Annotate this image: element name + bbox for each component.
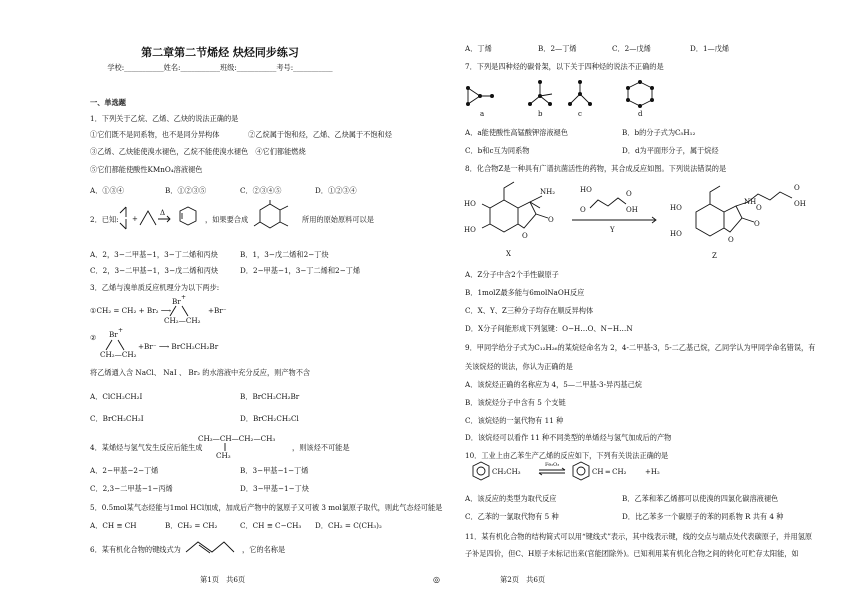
q2-diene-reaction-figure — [118, 205, 200, 233]
q4-stem: 4．某烯烃与氢气发生反应后能生成 — [90, 443, 203, 452]
z-acid-oh: OH — [794, 200, 806, 208]
q10-reaction-equation — [465, 462, 705, 486]
q8-stem: 8．化合物Z是一种具有广谱抗菌活性的药物，其合成反应如图。下列说法错误的是 — [465, 164, 727, 173]
q3-step2-label: ② — [90, 333, 97, 342]
skeleton-d-label: d — [638, 110, 643, 118]
q2-option-c[interactable]: C．2，3−二甲基−1，3−戊二烯和丙炔 — [90, 266, 219, 275]
q8-option-c[interactable]: C．X、Y、Z三种分子均存在顺反异构体 — [465, 306, 594, 315]
q8-option-b[interactable]: B．1molZ最多能与6molNaOH反应 — [465, 288, 585, 297]
footer-page-right: 第2页 共6页 — [500, 575, 546, 584]
q2-option-d[interactable]: D．2−甲基−1，3−丁二烯和2−丁烯 — [240, 266, 361, 275]
skeleton-a — [466, 86, 494, 106]
skeleton-a-label: a — [480, 110, 485, 118]
right-page — [440, 0, 860, 608]
q3-option-a[interactable]: A．ClCH₂CH₂I — [90, 392, 143, 401]
q3-step1-right: +Br⁻ — [208, 306, 227, 315]
q2-plus: + — [132, 215, 138, 223]
q6-option-b[interactable]: B．2—丁烯 — [538, 44, 577, 53]
q10-stem: 10．工业上由乙苯生产乙烯的反应如下，下列有关说法正确的是 — [465, 451, 669, 460]
q6-tail: ，它的名称是 — [242, 545, 286, 554]
q4-branch-bond — [222, 443, 228, 451]
y-o-2: O — [626, 190, 632, 198]
x-nh2: NH₂ — [540, 188, 556, 196]
q9-option-d[interactable]: D．该烷烃可以看作 11 种不同类型的单烯烃与氢气加成后的产物 — [465, 433, 672, 442]
q1-statement-2: ③乙烯、乙炔能使溴水褪色，乙烷不能使溴水褪色 ④它们都能燃烧 — [90, 147, 306, 156]
skeleton-b-label: b — [538, 110, 543, 118]
hydrogen-product: +H₂ — [645, 468, 660, 476]
q1-statement-3: ⑤它们都能使酸性KMnO₄溶液褪色 — [90, 165, 203, 174]
q3-step2-right: +Br⁻ ⟶ BrCH₂CH₂Br — [138, 342, 219, 351]
q5-option-b[interactable]: B．CH₂ = CH₂ — [165, 521, 218, 530]
student-info-line: 学校:___________姓名:___________班级:___________考号:___________ — [107, 63, 333, 72]
q6-stem: 6．某有机化合物的键线式为 — [90, 545, 181, 554]
z-amide-o: O — [756, 204, 762, 212]
q3-step2-ring: CH₂—CH₂ — [100, 350, 137, 359]
q8-option-a[interactable]: A．Z分子中含2个手性碳原子 — [465, 270, 559, 279]
x-label: X — [506, 250, 511, 258]
q11-stem-line-2: 子补足四价，但C、H原子未标记出来(官能团除外)。已知利用某有机化合物之间的转化可贮存太阳能，如 — [465, 549, 799, 558]
x-ho-2: HO — [464, 226, 476, 234]
q10-option-b[interactable]: B．乙苯和苯乙烯都可以使溴的四氯化碳溶液褪色 — [622, 494, 779, 503]
y-o-1: O — [580, 206, 586, 214]
q3-step1-bonds — [166, 305, 194, 317]
q2-diene-bracket — [120, 207, 126, 229]
q4-tail: ，则该烃不可能是 — [292, 443, 350, 452]
q7-carbon-skeletons — [460, 78, 670, 118]
q1-option-b[interactable]: B．①②③⑤ — [165, 186, 207, 195]
x-carbonyl-o: O — [548, 216, 554, 224]
q4-option-b[interactable]: B．3−甲基−1−丁烯 — [240, 466, 309, 475]
q3-step1-ring: CH₂—CH₂ — [164, 316, 201, 325]
page-title: 第二章第二节烯烃 炔烃同步练习 — [141, 46, 299, 59]
q7-option-d[interactable]: D．d为平面形分子，属于烷烃 — [622, 146, 719, 155]
q2-dienophile — [140, 211, 156, 225]
skeleton-c — [568, 80, 592, 106]
q8-option-d[interactable]: D．X分子间能形成下列氢键：O−H…O、N−H…N — [465, 324, 633, 333]
q5-option-d[interactable]: D．CH₂ = C(CH₃)₂ — [315, 521, 382, 530]
q9-option-b[interactable]: B．该烷烃分子中含有 5 个支链 — [465, 398, 566, 407]
q6-option-d[interactable]: D．1—戊烯 — [690, 44, 730, 53]
z-label: Z — [712, 252, 717, 260]
section-heading: 一、单选题 — [90, 98, 126, 107]
benzene-ring-right — [573, 462, 589, 480]
z-ho-1: HO — [670, 204, 682, 212]
q3-step1-plus: + — [181, 294, 187, 301]
q2-option-b[interactable]: B．1，3−戊二烯和2−丁炔 — [240, 250, 329, 259]
q3-stem: 3．乙烯与溴单质反应机理分为以下两步: — [90, 283, 220, 292]
q2-mid-text: ，如果要合成 — [205, 215, 249, 224]
z-nh: NH — [744, 198, 757, 206]
z-ho-2: HO — [670, 230, 682, 238]
q11-stem-line-1: 11．某有机化合物的结构简式可以用“键线式”表示，其中线表示键，线的交点与端点处代表碳原子，并用氢原 — [465, 532, 813, 541]
ethylbenzene-substituent: CH₂CH₃ — [492, 468, 521, 476]
benzene-ring-left — [473, 462, 489, 480]
q6-option-c[interactable]: C．2—戊烯 — [612, 44, 651, 53]
q6-skeletal-formula — [184, 538, 236, 556]
q9-stem-line-2: 关该烷烃的说法，你认为正确的是 — [465, 362, 573, 371]
q5-option-c[interactable]: C．CH ≡ C−CH₃ — [240, 521, 302, 530]
q7-stem: 7．下列是四种烃的碳骨架，以下关于四种烃的说法不正确的是 — [465, 62, 664, 71]
q4-structure-main: CH₃—CH—CH₂—CH₃ — [198, 434, 276, 443]
q2-target-substituents — [254, 200, 288, 226]
y-ho: HO — [580, 186, 592, 194]
q7-option-c[interactable]: C．b和c互为同系物 — [465, 146, 530, 155]
equilibrium-arrow — [539, 468, 565, 475]
q7-option-b[interactable]: B．b的分子式为C₅H₁₂ — [622, 128, 696, 137]
molecule-z — [670, 184, 806, 260]
y-oh: OH — [626, 206, 638, 214]
footer-page-left: 第1页 共6页 — [200, 575, 246, 584]
page-divider-icon: ◎ — [433, 575, 440, 584]
skeleton-b — [528, 80, 552, 106]
q7-option-a[interactable]: A．a能使酸性高锰酸钾溶液褪色 — [465, 128, 568, 137]
q2-option-a[interactable]: A．2，3−二甲基−1，3−丁二烯和丙炔 — [90, 250, 218, 259]
z-carbonyl-o: O — [754, 220, 760, 228]
q2-target-ring — [260, 204, 280, 228]
q9-stem-line-1: 9．甲同学给分子式为C₁₂H₂₆的某烷烃命名为 2，4-二甲基-3，5-二乙基己烷，乙同学认为甲同学命名错误，有 — [465, 343, 816, 352]
z-ring-o: O — [728, 236, 734, 244]
benzene-inner-right — [577, 467, 585, 475]
x-ring-o: O — [522, 232, 528, 240]
y-label: Y — [610, 226, 615, 234]
q2-stem: 2．已知: — [90, 215, 119, 224]
q1-option-a[interactable]: A．①③④ — [90, 186, 124, 195]
q5-option-a[interactable]: A．CH ≡ CH — [90, 521, 137, 530]
q10-option-a[interactable]: A．该反应的类型为取代反应 — [465, 494, 557, 503]
q2-delta: Δ — [160, 209, 166, 217]
q3-option-c[interactable]: C．BrCH₂CH₂I — [90, 414, 144, 423]
q4-option-a[interactable]: A．2−甲基−2−丁烯 — [90, 466, 159, 475]
q3-step2-bonds — [102, 339, 130, 351]
q5-stem: 5．0.5mol某气态烃能与1mol HCl加成，加成后产物中的氢原子又可被 3 mol氯原子取代，则此气态烃可能是 — [90, 503, 443, 512]
q2-target-structure — [250, 200, 300, 236]
q1-option-d[interactable]: D．①②③④ — [315, 186, 357, 195]
q1-statement-1: ①它们既不是同系物，也不是同分异构体 ②乙烷属于饱和烃，乙烯、乙炔属于不饱和烃 — [90, 130, 392, 139]
benzene-inner-left — [477, 467, 485, 475]
styrene-substituent: CH ═ CH₂ — [592, 468, 627, 476]
molecule-x — [464, 182, 555, 258]
q9-option-c[interactable]: C．该烷烃的一氯代物有 11 种 — [465, 416, 564, 425]
skeleton-c-label: c — [578, 110, 582, 118]
q3-step2-bromonium: Br — [109, 330, 118, 339]
reagent-y-and-arrow — [572, 186, 656, 234]
q2-tail-text: 所用的原始原料可以是 — [302, 215, 374, 224]
q4-option-c[interactable]: C．2,3−二甲基−1−丙烯 — [90, 484, 173, 493]
q1-stem: 1．下列关于乙烷、乙烯、乙炔的说法正确的是 — [90, 114, 239, 123]
q9-option-a[interactable]: A．该烷烃正确的名称应为 4，5—二甲基-3-异丙基己烷 — [465, 380, 642, 389]
catalyst-label: Fe₂O₃ — [545, 462, 560, 468]
q3-step2-plus: + — [118, 327, 124, 334]
q3-option-b[interactable]: B．BrCH₂CH₂Br — [240, 392, 300, 401]
q8-reaction-scheme — [460, 178, 830, 262]
q1-option-c[interactable]: C．②③④⑤ — [240, 186, 282, 195]
q6-option-a[interactable]: A．丁烯 — [465, 44, 492, 53]
q3-option-d[interactable]: D．BrCH₂CH₂Cl — [240, 414, 299, 423]
q10-option-d[interactable]: D．比乙苯多一个碳原子的苯的同系物 R 共有 4 种 — [622, 512, 784, 521]
q4-option-d[interactable]: D．3−甲基−1−丁炔 — [240, 484, 309, 493]
q3-step1-bromonium: Br — [172, 297, 181, 306]
q4-structure-branch: CH₃ — [216, 451, 231, 460]
q3-step1-left: ①CH₂ = CH₂ + Br₂ ⟶ — [90, 306, 172, 315]
q3-note: 将乙烯通入含 NaCl、 NaI 、 Br₂ 的水溶液中充分反应，则产物不含 — [90, 368, 311, 377]
x-ho-1: HO — [464, 200, 476, 208]
skeleton-d — [626, 80, 654, 108]
q10-option-c[interactable]: C．乙苯的一氯取代物有 5 种 — [465, 512, 559, 521]
z-acid-o: O — [794, 184, 800, 192]
